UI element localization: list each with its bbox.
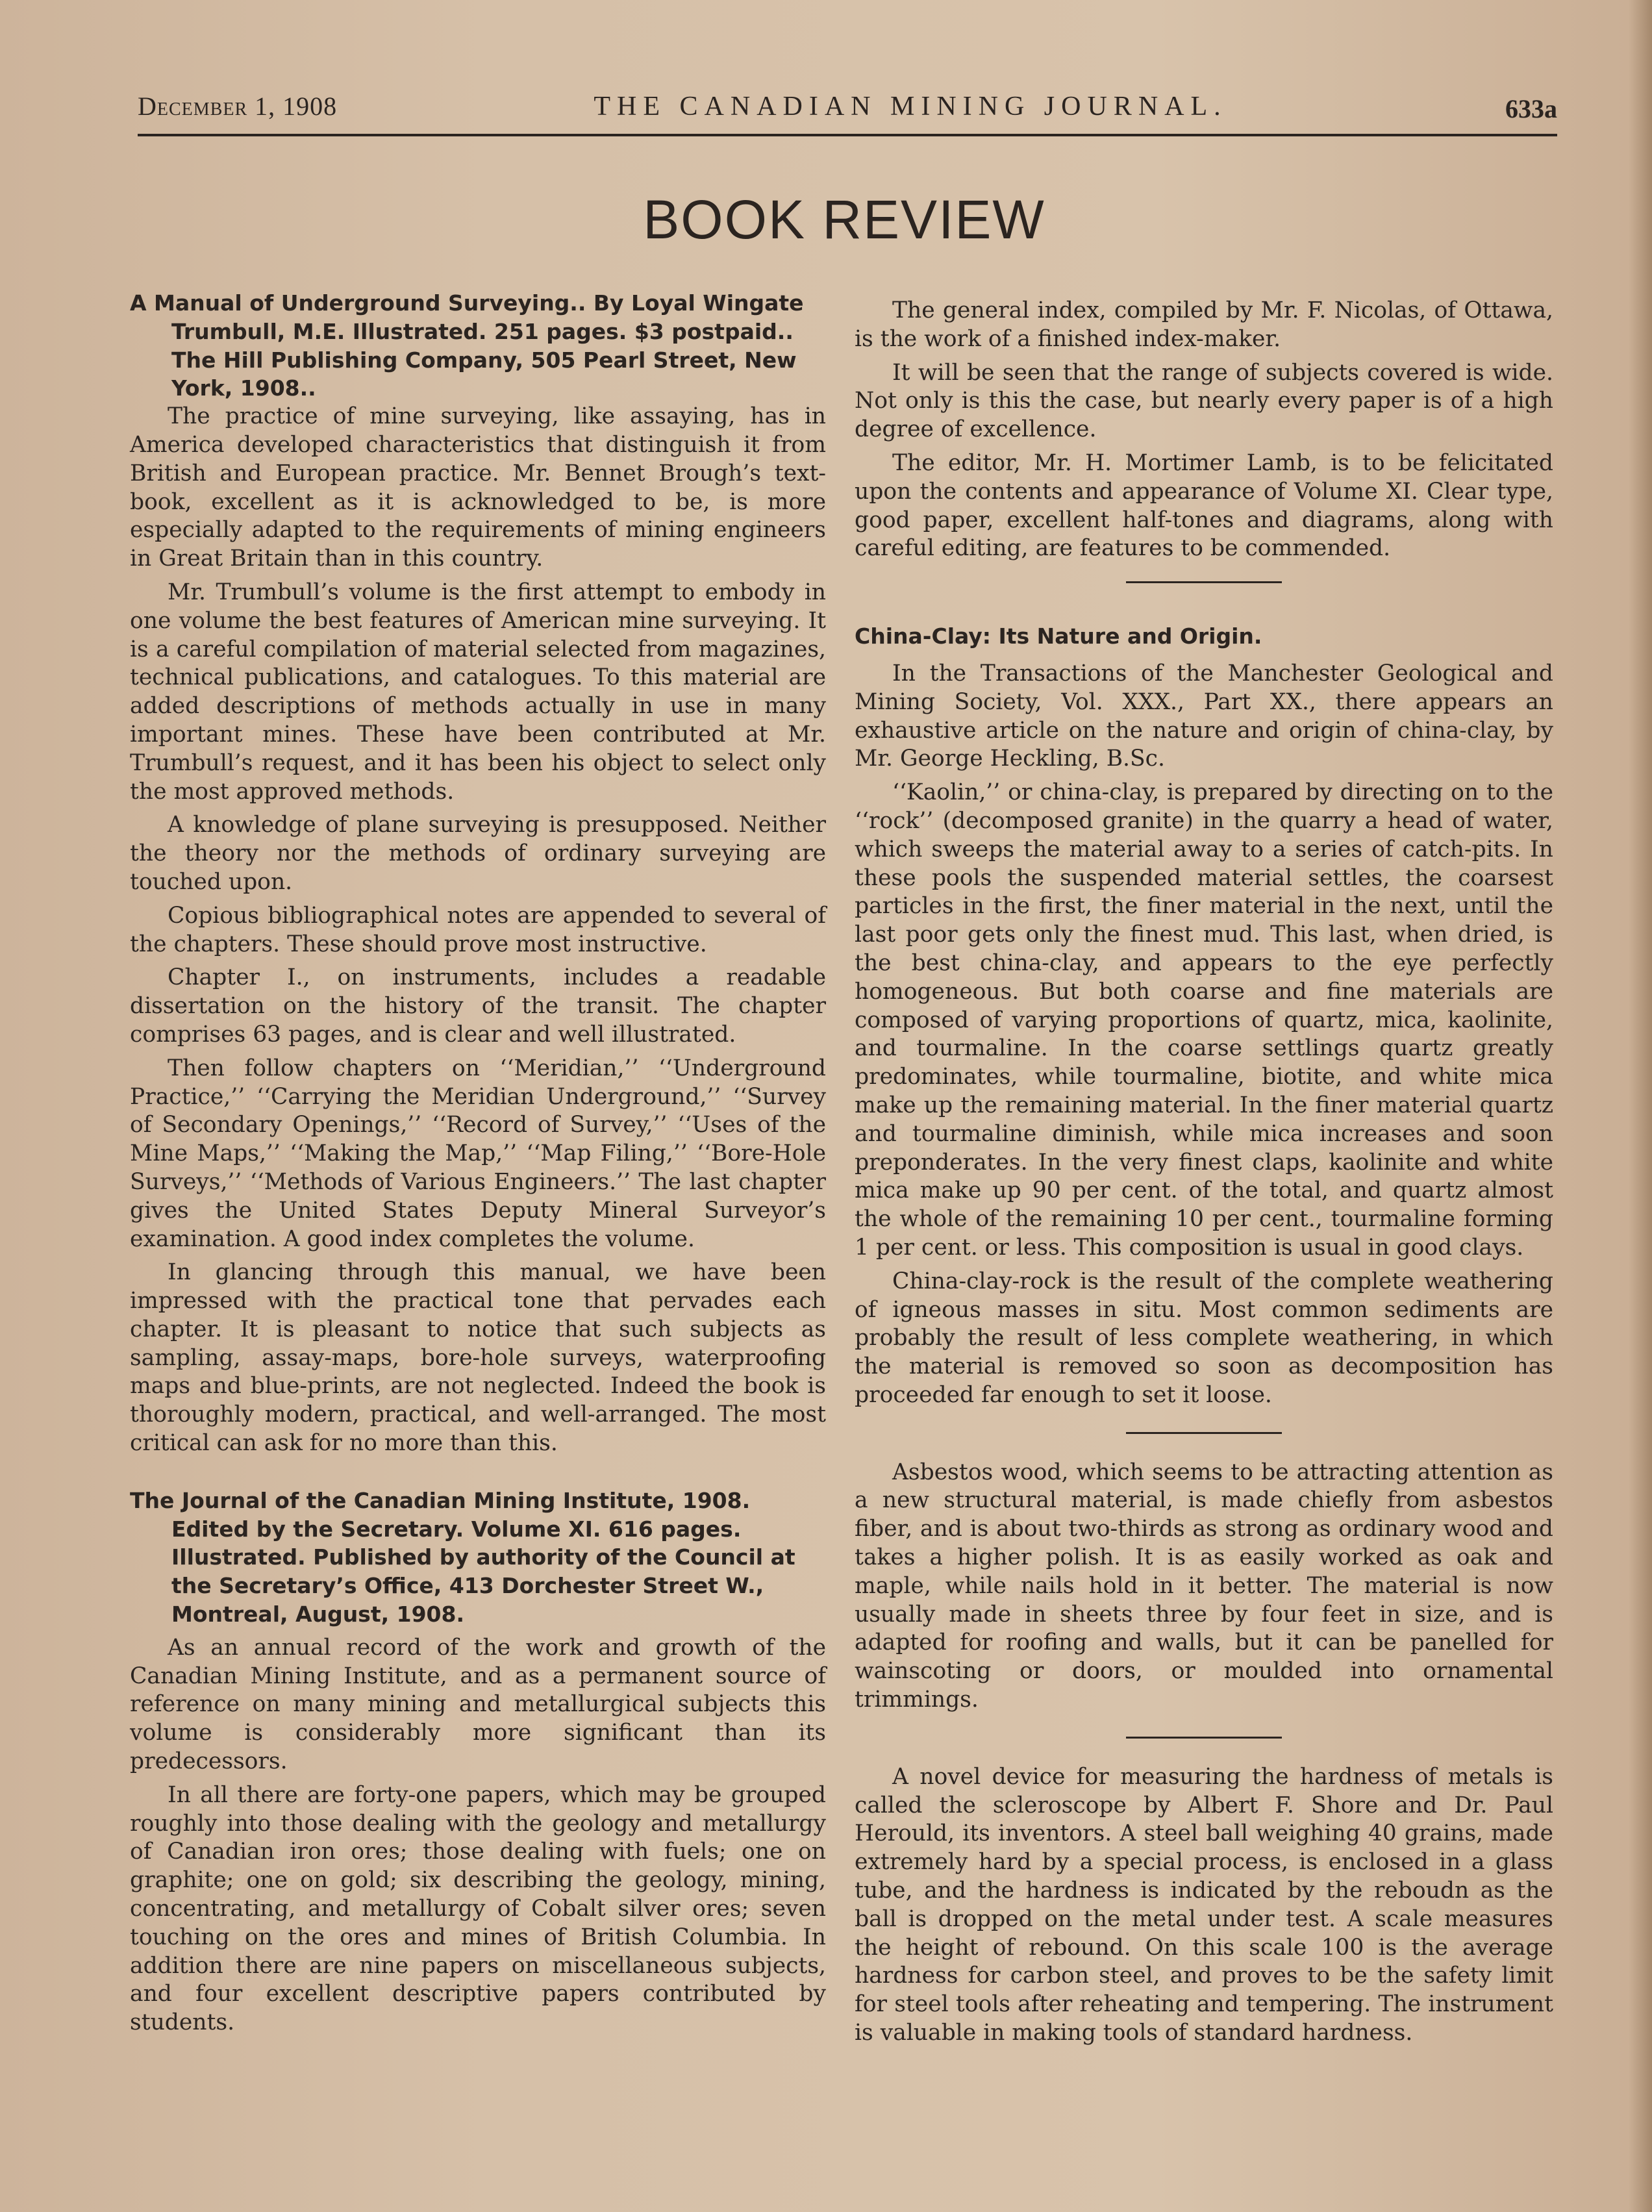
header-journal-title: THE CANADIAN MINING JOURNAL. (594, 92, 1227, 121)
section-divider (1126, 1432, 1282, 1434)
paragraph: In the Transactions of the Manchester Geological and Mining Society, Vol. XXX., Part XX., there appears an exhaustive article on the nature and origin of china-clay, by Mr. George Heckling, B.Sc. (855, 660, 1553, 772)
page-title: BOOK REVIEW (643, 189, 1045, 250)
review-heading-surveying-manual: A Manual of Underground Surveying.. By Loyal Wingate Trumbull, M.E. Illustrated. 251 pages. $3 postpaid.. The Hill Publishing Company, 505 Pearl Street, New York, 1908.. (130, 290, 804, 401)
paragraph: Asbestos wood, which seems to be attracting attention as a new structural material, is made chiefly from asbestos fiber, and is about two-thirds as strong as ordinary wood and takes a higher polish. It is as easily worked as oak and maple, while nails hold in it better. The material is now usually made in sheets three by four feet in size, and is adapted for roofing and walls, but it can be panelled for wainscoting or doors, or moulded into ornamental trimmings. (855, 1459, 1553, 1713)
paragraph: Mr. Trumbull’s volume is the first attempt to embody in one volume the best features of American mine surveying. It is a careful compilation of material selected from magazines, technical publications, and catalogues. To this material are added descriptions of methods actually in use in many important mines. These have been contributed at Mr. Trumbull’s request, and it has been his object to select only the most approved methods. (130, 579, 826, 805)
paragraph: In glancing through this manual, we have been impressed with the practical tone that pervades each chapter. It is pleasant to notice that such subjects as sampling, assay-maps, bore-hole surveys, waterproofing maps and blue-prints, are not neglected. Indeed the book is thoroughly modern, practical, and well-arranged. The most critical can ask for no more than this. (130, 1259, 826, 1457)
paragraph: A novel device for measuring the hardness of metals is called the scleroscope by Albert F. Shore and Dr. Paul Herould, its inventors. A steel ball weighing 40 grains, made extremely hard by a special process, is enclosed in a glass tube, and the hardness is indicated by the reboudn as the ball is dropped on the metal under test. A scale measures the height of rebound. On this scale 100 is the average hardness for carbon steel, and proves to be the safety limit for steel tools after reheating and tempering. The instrument is valuable in making tools of standard hardness. (855, 1763, 1553, 2046)
paragraph: A knowledge of plane surveying is presupposed. Neither the theory nor the methods of ordinary surveying are touched upon. (130, 812, 826, 895)
section-divider (1126, 581, 1282, 583)
paragraph: Chapter I., on instruments, includes a readable dissertation on the history of the transit. The chapter comprises 63 pages, and is clear and well illustrated. (130, 964, 826, 1048)
review-heading-cmi-journal: The Journal of the Canadian Mining Institute, 1908. Edited by the Secretary. Volume XI. 616 pages. Illustrated. Published by authority of the Council at the Secretary’s Office, 413 Dorchester Street W., Montreal, August, 1908. (130, 1487, 795, 1628)
running-header (138, 87, 1557, 136)
paragraph: The general index, compiled by Mr. F. Nicolas, of Ottawa, is the work of a finished index-maker. (855, 297, 1553, 352)
paragraph: China-clay-rock is the result of the complete weathering of igneous masses in situ. Most common sediments are probably the result of less complete weathering, in which the material is removed so soon as decomposition has proceeded far enough to set it loose. (855, 1268, 1553, 1408)
left-column (130, 289, 826, 2037)
right-column (855, 297, 1553, 2048)
paragraph: The editor, Mr. H. Mortimer Lamb, is to be felicitated upon the contents and appearance of Volume XI. Clear type, good paper, excellent half-tones and diagrams, along with careful editing, are features to be commended. (855, 449, 1553, 562)
page-edge-shadow (1629, 0, 1652, 2212)
header-date: December 1, 1908 (138, 92, 338, 121)
paragraph: Copious bibliographical notes are appended to several of the chapters. These should prove most instructive. (130, 902, 826, 957)
paragraph: Then follow chapters on ‘‘Meridian,’’ ‘‘Underground Practice,’’ ‘‘Carrying the Meridian Underground,’’ ‘‘Survey of Secondary Openings,’’ ‘‘Record of Survey,’’ ‘‘Uses of the Mine Maps,’’ ‘‘Making the Map,’’ ‘‘Map Filing,’’ ‘‘Bore-Hole Surveys,’’ ‘‘Methods of Various Engineers.’’ The last chapter gives the United States Deputy Mineral Surveyor’s examination. A good index completes the volume. (130, 1055, 826, 1252)
header-page-number: 633a (1505, 94, 1557, 123)
section-divider (1126, 1737, 1282, 1739)
article-heading-china-clay: China-Clay: Its Nature and Origin. (855, 623, 1262, 649)
paragraph: The practice of mine surveying, like assaying, has in America developed characteristics that distinguish it from British and European practice. Mr. Bennet Brough’s text-book, excellent as it is acknowledged to be, is more especially adapted to the requirements of mining engineers in Great Britain than in this country. (130, 403, 826, 572)
paragraph: In all there are forty-one papers, which may be grouped roughly into those dealing with the geology and metallurgy of Canadian iron ores; those dealing with fuels; one on graphite; one on gold; six describing the geology, mining, concentrating, and metallurgy of Cobalt silver ores; seven touching on the ores and mines of British Columbia. In addition there are nine papers on miscellaneous subjects, and four excellent descriptive papers contributed by students. (130, 1781, 826, 2036)
paragraph: As an annual record of the work and growth of the Canadian Mining Institute, and as a permanent source of reference on many mining and metallurgical subjects this volume is considerably more significant than its predecessors. (130, 1634, 826, 1775)
paragraph: It will be seen that the range of subjects covered is wide. Not only is this the case, but nearly every paper is of a high degree of excellence. (855, 359, 1553, 443)
paragraph: ‘‘Kaolin,’’ or china-clay, is prepared by directing on to the ‘‘rock’’ (decomposed granite) in the quarry a head of water, which sweeps the material away to a series of catch-pits. In these pools the suspended material settles, the coarsest particles in the first, the finer material in the next, until the last poor gets only the finest mud. This last, when dried, is the best china-clay, and appears to the eye perfectly homogeneous. But both coarse and fine materials are composed of varying proportions of quartz, mica, kaolinite, and tourmaline. In the coarse settlings quartz greatly predominates, while tourmaline, biotite, and white mica make up the remaining material. In the finer material quartz and tourmaline diminish, while mica increases and soon preponderates. In the very finest claps, kaolinite and white mica make up 90 per cent. of the total, and quartz almost the whole of the remaining 10 per cent., tourmaline forming 1 per cent. or less. This composition is usual in good clays. (855, 779, 1553, 1261)
